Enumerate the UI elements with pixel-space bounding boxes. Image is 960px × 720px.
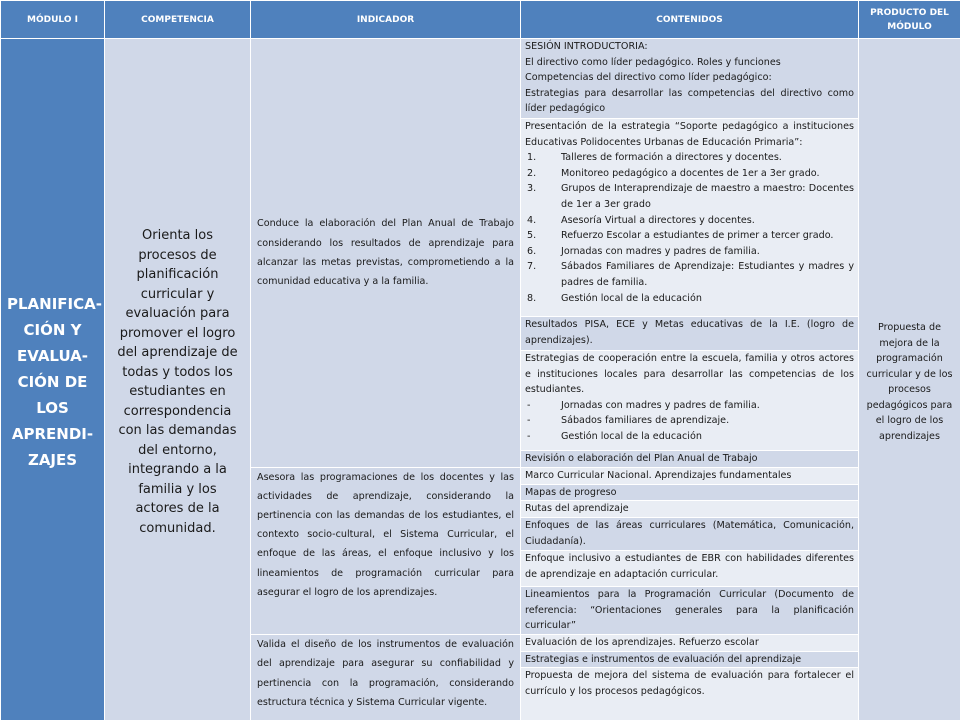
list-number: 3. — [527, 183, 537, 195]
module-title: PLANIFICA-CIÓN Y EVALUA-CIÓN DE LOS APRENDI-ZAJES — [1, 39, 105, 720]
list-number: 1. — [527, 152, 537, 164]
list-number: 5. — [527, 230, 537, 242]
list-number: 4. — [527, 214, 537, 226]
content-line: El directivo como líder pedagógico. Roles y funciones — [525, 56, 781, 68]
indicator-2: Asesora las programaciones de los docentes y las actividades de aprendizaje, considerando la pertinencia con las demandas de los estudiantes, el contexto socio-cultural, el Sistema Curricular, el enfoque de las áreas, el enfoque inclusivo y los lineamientos de programación curricular para asegurar el logro de los aprendizajes. — [251, 467, 521, 635]
content-curricular-framework: Marco Curricular Nacional. Aprendizajes fundamentales — [521, 467, 859, 484]
content-strategy-presentation — [521, 119, 859, 317]
list-text: Talleres de formación a directores y docentes. — [561, 152, 782, 164]
list-number: 7. — [527, 261, 537, 273]
list-number: 2. — [527, 167, 537, 179]
list-item — [525, 413, 854, 429]
content-evaluation-improvement: Propuesta de mejora del sistema de evaluación para fortalecer el currículo y los procesos pedagógicos. — [521, 668, 859, 720]
content-inclusive-approach: Enfoque inclusivo a estudiantes de EBR con habilidades diferentes de aprendizaje en adaptación curricular. — [521, 551, 859, 587]
content-line: Competencias del directivo como líder pedagógico: — [525, 72, 772, 84]
content-area-approaches: Enfoques de las áreas curriculares (Matemática, Comunicación, Ciudadanía). — [521, 518, 859, 551]
content-evaluation-instruments: Estrategias e instrumentos de evaluación del aprendizaje — [521, 651, 859, 668]
content-plan-review: Revisión o elaboración del Plan Anual de Trabajo — [521, 451, 859, 468]
list-text: Refuerzo Escolar a estudiantes de primer a tercer grado. — [561, 230, 834, 242]
list-text: Sábados familiares de aprendizaje. — [561, 415, 730, 427]
content-intro: Estrategias de cooperación entre la escuela, familia y otros actores e instituciones locales para desarrollar las competencias de los estudiantes. — [525, 353, 854, 396]
content-line: Estrategias para desarrollar las competencias del directivo como líder pedagógico — [525, 87, 854, 115]
list-item — [525, 398, 854, 414]
list-text: Jornadas con madres y padres de familia. — [561, 245, 760, 257]
list-text: Asesoría Virtual a directores y docentes. — [561, 214, 755, 226]
content-learning-evaluation: Evaluación de los aprendizajes. Refuerzo escolar — [521, 635, 859, 652]
list-text: Jornadas con madres y padres de familia. — [561, 399, 760, 411]
list-item — [525, 291, 854, 307]
indicator-3: Valida el diseño de los instrumentos de evaluación del aprendizaje para asegurar su confiabilidad y pertinencia con la programación, considerando estructura técnica y Sistema Curricular vigente. — [251, 635, 521, 720]
list-number: 8. — [527, 292, 537, 304]
list-number: 6. — [527, 245, 537, 257]
content-progress-maps: Mapas de progreso — [521, 484, 859, 501]
list-item — [525, 259, 854, 290]
header-modulo: MÓDULO I — [1, 1, 105, 39]
content-introductory-session — [521, 39, 859, 119]
list-text: Gestión local de la educación — [561, 292, 702, 304]
list-item — [525, 429, 854, 445]
indicator-1: Conduce la elaboración del Plan Anual de Trabajo considerando los resultados de aprendizaje para alcanzar las metas previstas, comprometiendo a la comunidad educativa y a la familia. — [251, 39, 521, 468]
content-results: Resultados PISA, ECE y Metas educativas de la I.E. (logro de aprendizajes). — [521, 317, 859, 351]
header-producto: PRODUCTO DEL MÓDULO — [859, 1, 960, 39]
list-item — [525, 228, 854, 244]
product-text: Propuesta de mejora de la programación curricular y de los procesos pedagógicos para el logro de los aprendizajes — [859, 39, 960, 720]
content-learning-routes: Rutas del aprendizaje — [521, 501, 859, 518]
list-item — [525, 181, 854, 212]
header-contenidos: CONTENIDOS — [521, 1, 859, 39]
list-item — [525, 213, 854, 229]
list-item — [525, 244, 854, 260]
header-competencia: COMPETENCIA — [105, 1, 251, 39]
list-bullet: - — [527, 399, 531, 411]
list-bullet: - — [527, 415, 531, 427]
header-indicador: INDICADOR — [251, 1, 521, 39]
list-item — [525, 166, 854, 182]
content-programming-guidelines: Lineamientos para la Programación Curricular (Documento de referencia: “Orientaciones generales para la planificación curricular” — [521, 587, 859, 635]
list-text: Monitoreo pedagógico a docentes de 1er a 3er grado. — [561, 167, 820, 179]
list-bullet: - — [527, 430, 531, 442]
content-cooperation-strategies — [521, 351, 859, 451]
list-text: Sábados Familiares de Aprendizaje: Estudiantes y madres y padres de familia. — [561, 261, 854, 288]
content-intro: Presentación de la estrategia “Soporte pedagógico a instituciones Educativas Polidocentes Urbanas de Educación Primaria”: — [525, 121, 854, 148]
list-text: Gestión local de la educación — [561, 430, 702, 442]
content-line: SESIÓN INTRODUCTORIA: — [525, 41, 648, 52]
list-item — [525, 150, 854, 166]
list-text: Grupos de Interaprendizaje de maestro a maestro: Docentes de 1er a 3er grado — [561, 183, 854, 210]
competencia-text: Orienta los procesos de planificación curricular y evaluación para promover el logro del aprendizaje de todas y todos los estudiantes en correspondencia con las demandas del entorno, integrando a la familia y los actores de la comunidad. — [105, 39, 251, 720]
